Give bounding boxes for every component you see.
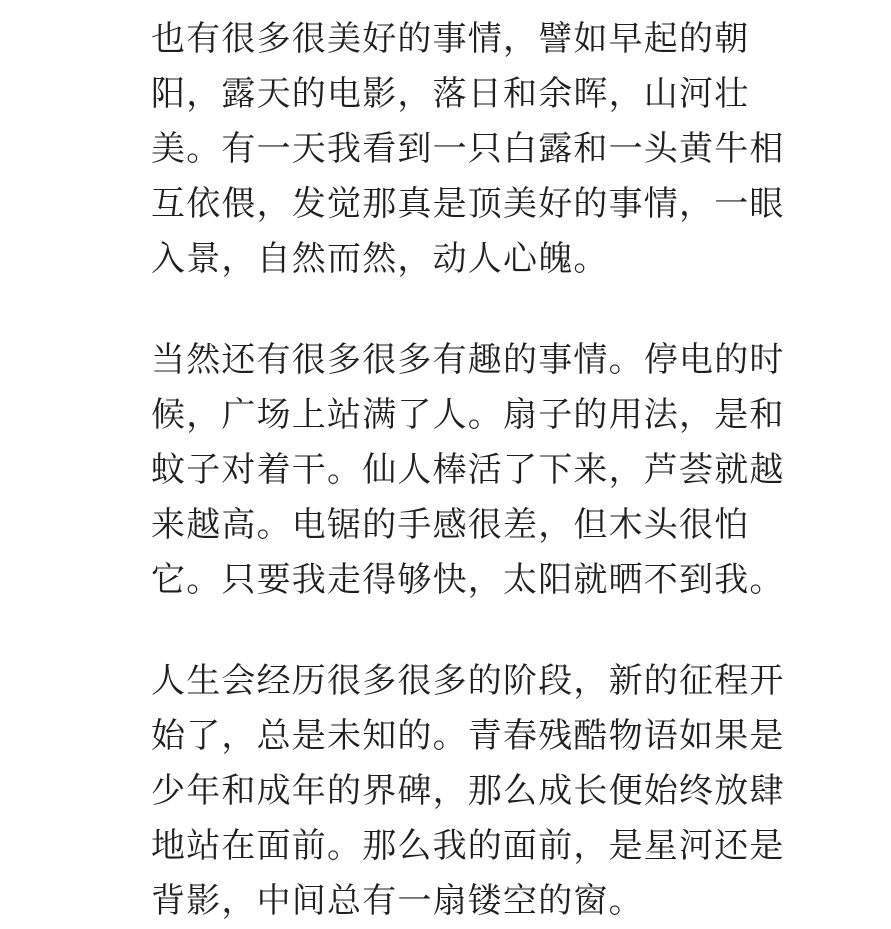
text-line: 人生会经历很多很多的阶段，新的征程开 — [151, 661, 785, 701]
text-line: 背影，中间总有一扇镂空的窗。 — [151, 881, 644, 921]
text-line: 也有很多很美好的事情，譬如早起的朝 — [151, 19, 750, 59]
text-line: 互依偎，发觉那真是顶美好的事情，一眼 — [151, 184, 785, 224]
text-line: 入景，自然而然，动人心魄。 — [151, 239, 609, 279]
text-line: 蚊子对着干。仙人棒活了下来，芦荟就越 — [151, 450, 785, 490]
paragraph-3 — [151, 654, 851, 929]
paragraph-2 — [151, 333, 851, 608]
text-line: 候，广场上站满了人。扇子的用法，是和 — [151, 395, 785, 435]
article-text — [151, 12, 851, 929]
text-line: 美。有一天我看到一只白露和一头黄牛相 — [151, 129, 785, 169]
text-line: 它。只要我走得够快，太阳就晒不到我。 — [151, 560, 785, 600]
text-line: 地站在面前。那么我的面前，是星河还是 — [151, 826, 785, 866]
paragraph-1 — [151, 12, 851, 287]
text-line: 始了，总是未知的。青春残酷物语如果是 — [151, 716, 785, 756]
text-line: 当然还有很多很多有趣的事情。停电的时 — [151, 340, 785, 380]
text-line: 阳，露天的电影，落日和余晖，山河壮 — [151, 74, 750, 114]
text-line: 少年和成年的界碑，那么成长便始终放肆 — [151, 771, 785, 811]
text-line: 来越高。电锯的手感很差，但木头很怕 — [151, 505, 750, 545]
